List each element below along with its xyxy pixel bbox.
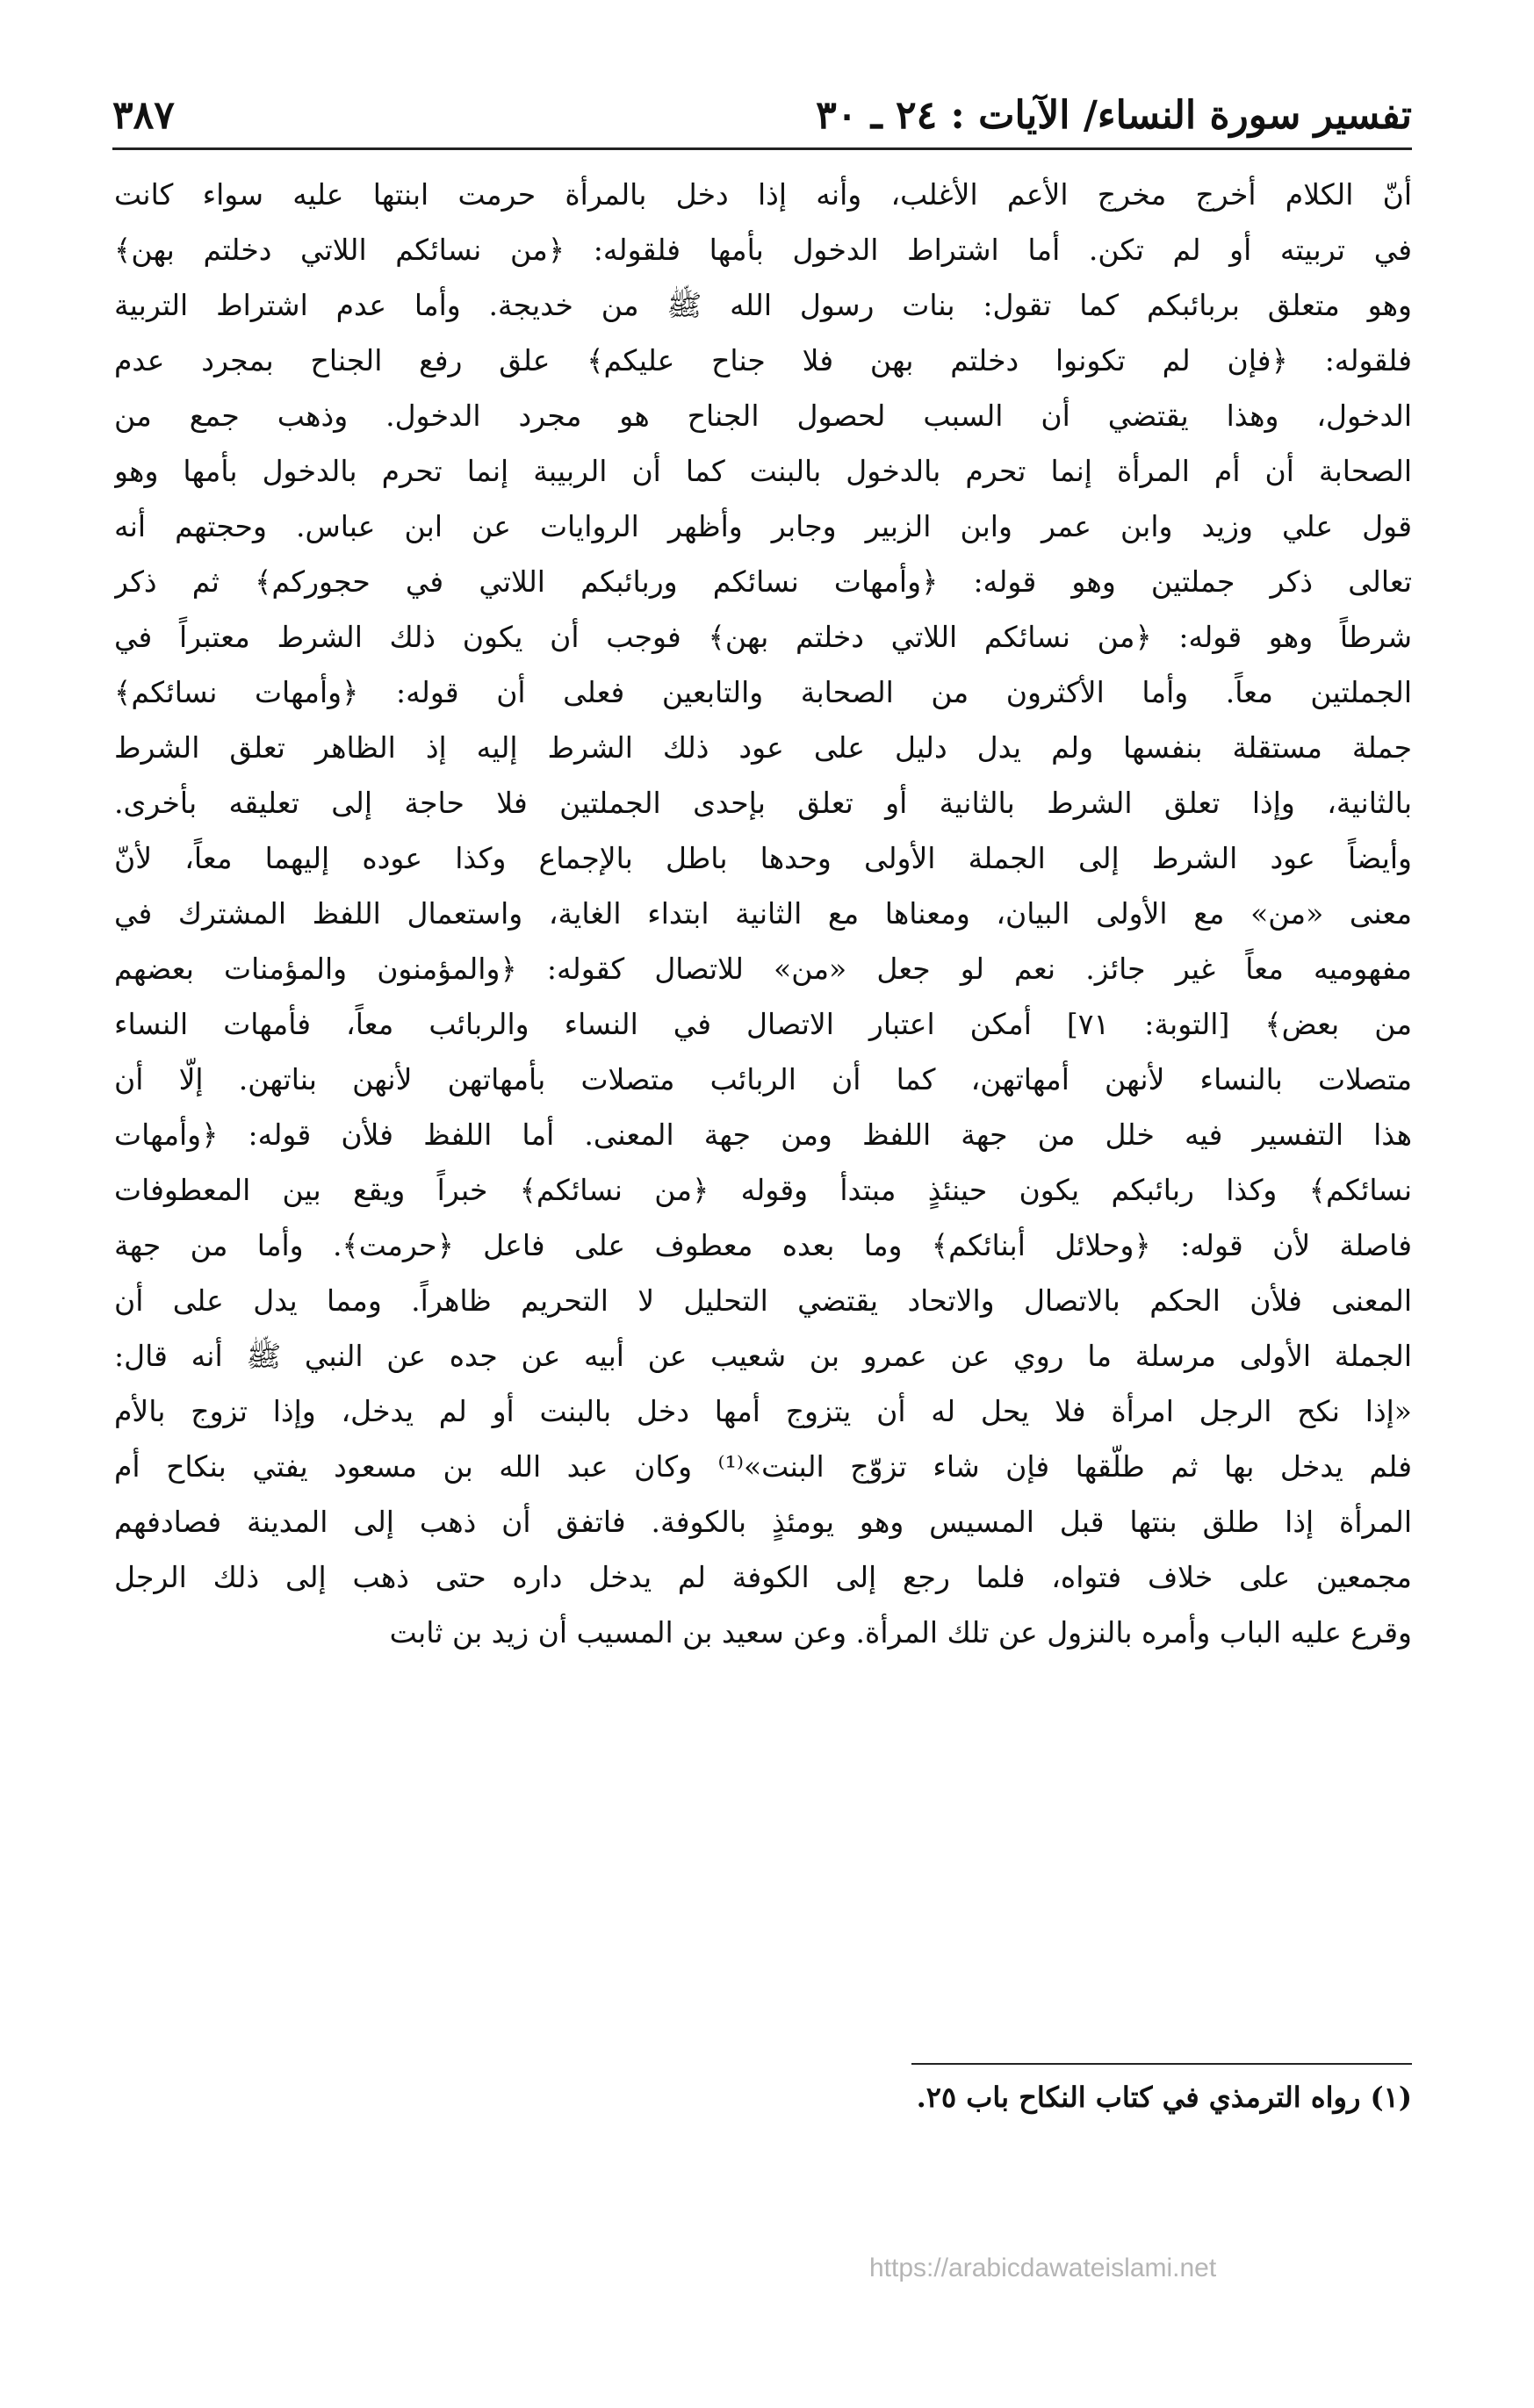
watermark-url: https://arabicdawateislami.net	[869, 2253, 1217, 2282]
text-line: المرأة إذا طلق بنتها قبل المسيس وهو يومئذٍ بالكوفة. فاتفق أن ذهب إلى المدينة فصادفهم	[114, 1505, 1412, 1539]
text-line: الجملة الأولى مرسلة ما روي عن عمرو بن شعيب عن أبيه عن جده عن النبي ﷺ أنه قال:	[114, 1339, 1412, 1373]
text-line: معنى «من» مع الأولى البيان، ومعناها مع الثانية ابتداء الغاية، واستعمال اللفظ المشترك في	[114, 896, 1412, 931]
text-line: أنّ الكلام أخرج مخرج الأعم الأغلب، وأنه إذا دخل بالمرأة حرمت ابنتها عليه سواء كانت	[114, 177, 1412, 212]
text-line: مفهوميه معاً غير جائز. نعم لو جعل «من» للاتصال كقوله: ﴿والمؤمنون والمؤمنات بعضهم	[114, 952, 1412, 986]
text-line: متصلات بالنساء لأنهن أمهاتهن، كما أن الربائب متصلات بأمهاتهن لأنهن بناتهن. إلّا أن	[114, 1062, 1412, 1096]
text-line: فلم يدخل بها ثم طلّقها فإن شاء تزوّج البنت»⁽¹⁾ وكان عبد الله بن مسعود يفتي بنكاح أم	[114, 1449, 1412, 1484]
text-line: جملة مستقلة بنفسها ولم يدل دليل على عود ذلك الشرط إليه إذ الظاهر تعلق الشرط	[114, 730, 1412, 765]
text-line: فاصلة لأن قوله: ﴿وحلائل أبنائكم﴾ وما بعده معطوف على فاعل ﴿حرمت﴾. وأما من جهة	[114, 1228, 1412, 1262]
text-line: المعنى فلأن الحكم بالاتصال والاتحاد يقتضي التحليل لا التحريم ظاهراً. ومما يدل على أن	[114, 1283, 1412, 1318]
text-line: قول علي وزيد وابن عمر وابن الزبير وجابر وأظهر الروايات عن ابن عباس. وحجتهم أنه	[114, 509, 1412, 543]
footnote-divider	[911, 2063, 1412, 2065]
header-divider	[112, 147, 1412, 150]
text-line: هذا التفسير فيه خلل من جهة اللفظ ومن جهة المعنى. أما اللفظ فلأن قوله: ﴿وأمهات	[114, 1118, 1412, 1152]
text-line: من بعض﴾ [التوبة: ٧١] أمكن اعتبار الاتصال في النساء والربائب معاً، فأمهات النساء	[114, 1007, 1412, 1041]
text-line: وأيضاً عود الشرط إلى الجملة الأولى وحدها باطل بالإجماع وكذا عوده إليهما معاً، لأنّ	[114, 841, 1412, 875]
text-line: وهو متعلق بربائبكم كما تقول: بنات رسول الله ﷺ من خديجة. وأما عدم اشتراط التربية	[114, 288, 1412, 322]
text-line: الدخول، وهذا يقتضي أن السبب لحصول الجناح هو مجرد الدخول. وذهب جمع من	[114, 399, 1412, 433]
text-line: فلقوله: ﴿فإن لم تكونوا دخلتم بهن فلا جناح عليكم﴾ علق رفع الجناح بمجرد عدم	[114, 343, 1412, 377]
text-line: بالثانية، وإذا تعلق الشرط بالثانية أو تعلق بإحدى الجملتين فلا حاجة إلى تعليقه بأخرى.	[114, 786, 1412, 820]
page-header	[112, 88, 1412, 146]
text-line: مجمعين على خلاف فتواه، فلما رجع إلى الكوفة لم يدخل داره حتى ذهب إلى ذلك الرجل	[114, 1560, 1412, 1594]
text-line: «إذا نكح الرجل امرأة فلا يحل له أن يتزوج أمها دخل بالبنت أو لم يدخل، وإذا تزوج بالأم	[114, 1394, 1412, 1428]
text-line: وقرع عليه الباب وأمره بالنزول عن تلك المرأة. وعن سعيد بن المسيب أن زيد بن ثابت	[389, 1615, 1412, 1650]
text-line: شرطاً وهو قوله: ﴿من نسائكم اللاتي دخلتم بهن﴾ فوجب أن يكون ذلك الشرط معتبراً في	[114, 620, 1412, 654]
running-title: تفسير سورة النساء/ الآيات : ٢٤ ـ ٣٠	[816, 93, 1412, 138]
text-line: تعالى ذكر جملتين وهو قوله: ﴿وأمهات نسائكم وربائبكم اللاتي في حجوركم﴾ ثم ذكر	[114, 564, 1412, 599]
body-text	[114, 167, 1412, 1660]
text-line: نسائكم﴾ وكذا ربائبكم يكون حينئذٍ مبتدأ وقوله ﴿من نسائكم﴾ خبراً ويقع بين المعطوفات	[114, 1173, 1412, 1207]
text-line: في تربيته أو لم تكن. أما اشتراط الدخول بأمها فلقوله: ﴿من نسائكم اللاتي دخلتم بهن﴾	[114, 233, 1412, 267]
text-line: الجملتين معاً. وأما الأكثرون من الصحابة والتابعين فعلى أن قوله: ﴿وأمهات نسائكم﴾	[114, 675, 1412, 709]
text-line: الصحابة أن أم المرأة إنما تحرم بالدخول بالبنت كما أن الربيبة إنما تحرم بالدخول بأمها وهو	[114, 454, 1412, 488]
footnote: (١) رواه الترمذي في كتاب النكاح باب ٢٥.	[916, 2081, 1412, 2114]
page-number: ٣٨٧	[112, 93, 175, 138]
